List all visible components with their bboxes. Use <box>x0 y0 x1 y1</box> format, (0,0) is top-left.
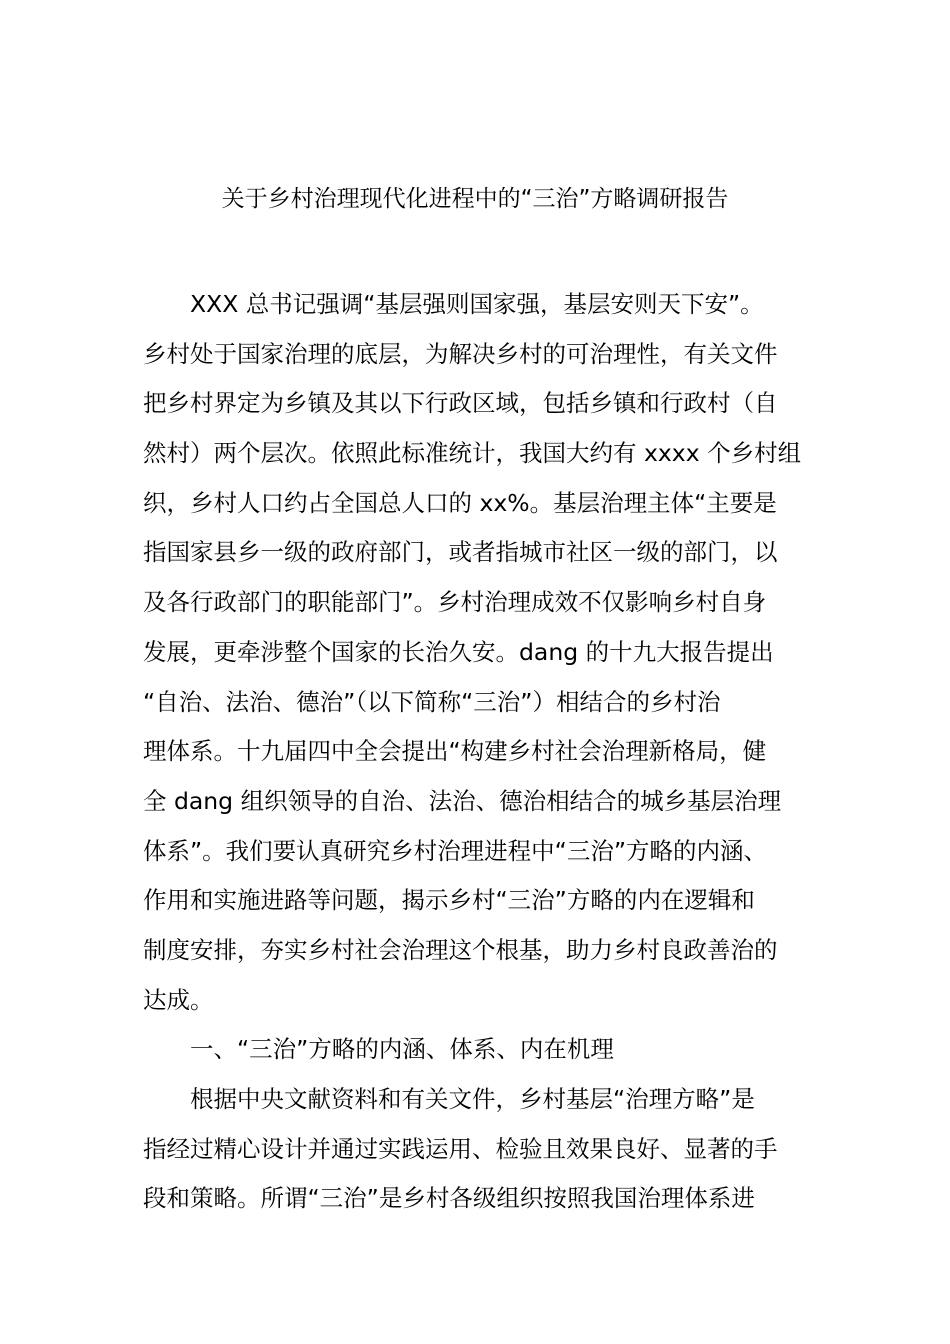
paragraph-line: 根据中央文献资料和有关文件，乡村基层“治理方略”是 <box>190 1085 755 1113</box>
paragraph-line: 达成。 <box>143 985 214 1014</box>
document-title: 关于乡村治理现代化进程中的“三治”方略调研报告 <box>221 186 729 212</box>
paragraph-line: 发展，更牵涉整个国家的长治久安。dang 的十九大报告提出 <box>143 637 774 666</box>
paragraph-line: “自治、法治、德治”（以下简称“三治”）相结合的乡村治 <box>143 687 721 716</box>
document-body <box>143 280 813 1224</box>
paragraph-line: 体系”。我们要认真研究乡村治理进程中“三治”方略的内涵、 <box>143 836 768 865</box>
paragraph-line: 织，乡村人口约占全国总人口的 xx%。基层治理主体“主要是 <box>143 488 777 517</box>
paragraph-line: 指国家县乡一级的政府部门，或者指城市社区一级的部门，以 <box>143 538 778 567</box>
paragraph-line: 及各行政部门的职能部门”。乡村治理成效不仅影响乡村自身 <box>143 588 767 617</box>
section-heading: 一、“三治”方略的内涵、体系、内在机理 <box>190 1035 614 1064</box>
paragraph-line: 理体系。十九届四中全会提出“构建乡村社会治理新格局，健 <box>143 737 767 766</box>
paragraph-line: 制度安排，夯实乡村社会治理这个根基，助力乡村良政善治的 <box>143 935 778 964</box>
paragraph-line: 作用和实施进路等问题，揭示乡村“三治”方略的内在逻辑和 <box>143 886 755 915</box>
paragraph-line: 把乡村界定为乡镇及其以下行政区域，包括乡镇和行政村（自 <box>143 389 778 418</box>
paragraph-line: XXX 总书记强调“基层强则国家强，基层安则天下安”。 <box>190 290 764 318</box>
paragraph-line: 段和策略。所谓“三治”是乡村各级组织按照我国治理体系进 <box>143 1184 755 1213</box>
paragraph-line: 然村）两个层次。依照此标准统计，我国大约有 xxxx 个乡村组 <box>143 439 802 468</box>
paragraph-line: 乡村处于国家治理的底层，为解决乡村的可治理性，有关文件 <box>143 339 778 368</box>
paragraph-line: 指经过精心设计并通过实践运用、检验且效果良好、显著的手 <box>143 1134 778 1163</box>
paragraph-line: 全 dang 组织领导的自治、法治、德治相结合的城乡基层治理 <box>143 786 782 815</box>
